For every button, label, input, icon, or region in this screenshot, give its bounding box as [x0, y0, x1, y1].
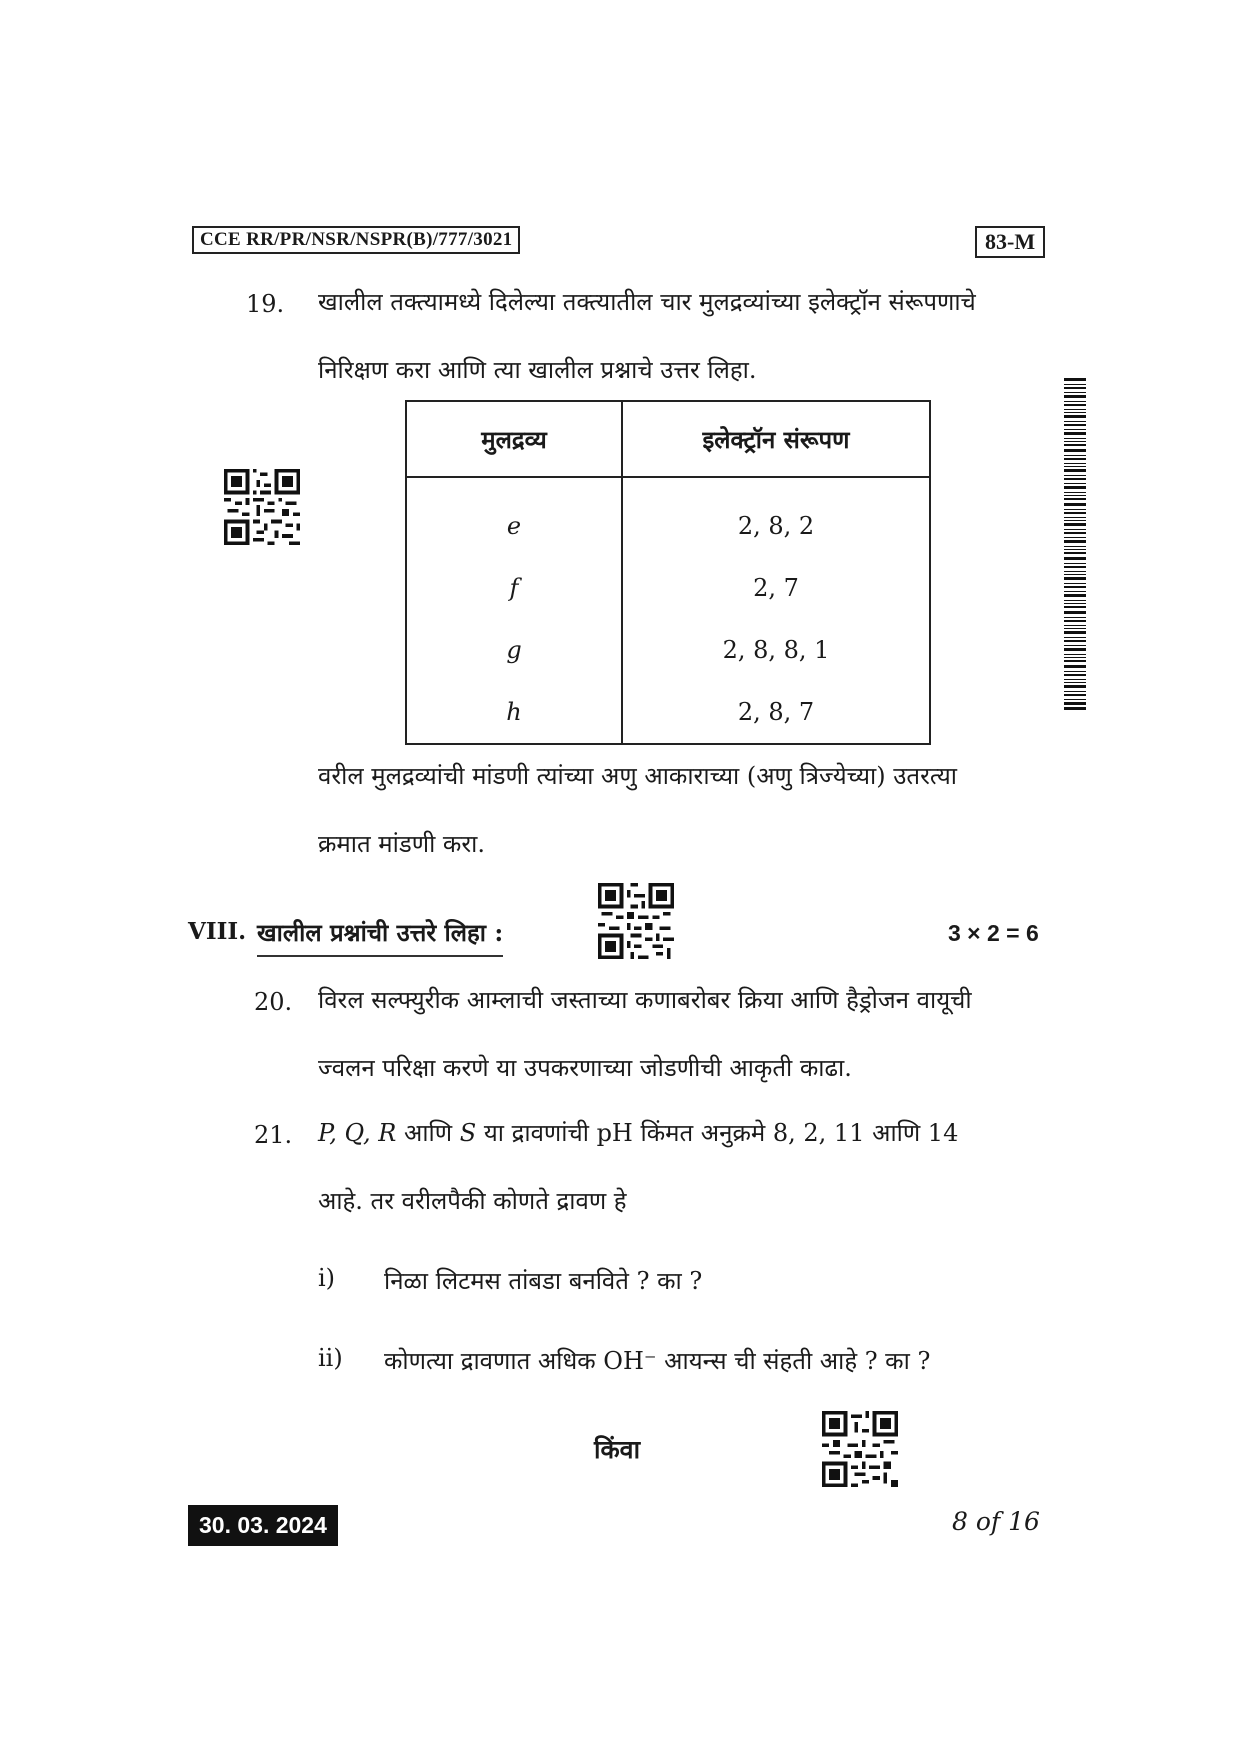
qr-code-icon: [598, 883, 674, 959]
question-19-text: [318, 268, 1044, 404]
question-19-instruction-line-1: वरील मुलद्रव्यांची मांडणी त्यांच्या अणु आकाराच्या (अणु त्रिज्येच्या) उतरत्या: [318, 762, 958, 790]
electron-configuration: 2, 8, 7: [622, 681, 930, 744]
subquestion-number: i): [318, 1264, 336, 1292]
question-21-line-2: आहे. तर वरीलपैकी कोणते द्रावण हे: [318, 1187, 627, 1215]
table-row: [406, 477, 930, 557]
table-header-row: [406, 401, 930, 477]
question-19-instruction: [318, 742, 1044, 878]
question-21-line-1-rest: या द्रावणांची pH किंमत अनुक्रमे 8, 2, 11 आणि 14: [483, 1119, 959, 1147]
subquestion-text: कोणत्या द्रावणात अधिक OH⁻ आयन्स ची संहती आहे ? का ?: [384, 1347, 931, 1375]
question-19-line-1: खालील तक्त्यामध्ये दिलेल्या तक्त्यातील चार मुलद्रव्यांच्या इलेक्ट्रॉन संरूपणाचे: [318, 288, 976, 316]
qr-code-icon: [822, 1411, 898, 1487]
subquestion-number: ii): [318, 1344, 343, 1372]
solution-variables: P, Q, R: [318, 1119, 397, 1147]
conjunction: आणि: [404, 1119, 453, 1147]
question-number-20: 20.: [254, 988, 293, 1016]
element-symbol: g: [406, 619, 622, 681]
question-20-line-1: विरल सल्फ्युरीक आम्लाची जस्ताच्या कणाबरोबर क्रिया आणि हैड्रोजन वायूची: [318, 986, 972, 1014]
electron-configuration: 2, 7: [622, 557, 930, 619]
exam-code: CCE RR/PR/NSR/NSPR(B)/777/3021: [192, 226, 520, 254]
question-number-21: 21.: [254, 1121, 293, 1149]
barcode-icon: [1064, 378, 1086, 710]
or-label: किंवा: [594, 1435, 641, 1464]
section-marks: 3 × 2 = 6: [948, 920, 1039, 946]
question-19-line-2: निरिक्षण करा आणि त्या खालील प्रश्नाचे उत्तर लिहा.: [318, 356, 757, 384]
subquestion-text: निळा लिटमस तांबडा बनविते ? का ?: [384, 1267, 703, 1295]
exam-date: 30. 03. 2024: [188, 1505, 338, 1546]
page-number: 8 of 16: [952, 1507, 1040, 1536]
electron-configuration-table: [405, 400, 931, 745]
question-19-instruction-line-2: क्रमात मांडणी करा.: [318, 830, 486, 858]
table-header-configuration: इलेक्ट्रॉन संरूपण: [622, 401, 930, 477]
table-row: [406, 557, 930, 619]
table-header-element: मुलद्रव्य: [406, 401, 622, 477]
question-20-text: [318, 966, 1044, 1102]
element-symbol: e: [406, 477, 622, 557]
table-row: [406, 681, 930, 744]
question-20-line-2: ज्वलन परिक्षा करणे या उपकरणाच्या जोडणीची आकृती काढा.: [318, 1054, 852, 1082]
element-symbol: h: [406, 681, 622, 744]
qr-code-icon: [224, 469, 300, 545]
solution-variable-s: S: [459, 1119, 477, 1147]
electron-configuration: 2, 8, 8, 1: [622, 619, 930, 681]
question-21-text: [318, 1099, 1044, 1235]
element-symbol: f: [406, 557, 622, 619]
section-title: खालील प्रश्नांची उत्तरे लिहा :: [257, 916, 503, 957]
electron-configuration: 2, 8, 2: [622, 477, 930, 557]
table-row: [406, 619, 930, 681]
question-number-19: 19.: [246, 290, 285, 318]
paper-code: 83-M: [975, 226, 1045, 258]
section-number: VIII.: [188, 918, 247, 945]
question-21-line-1: [318, 1099, 1044, 1167]
